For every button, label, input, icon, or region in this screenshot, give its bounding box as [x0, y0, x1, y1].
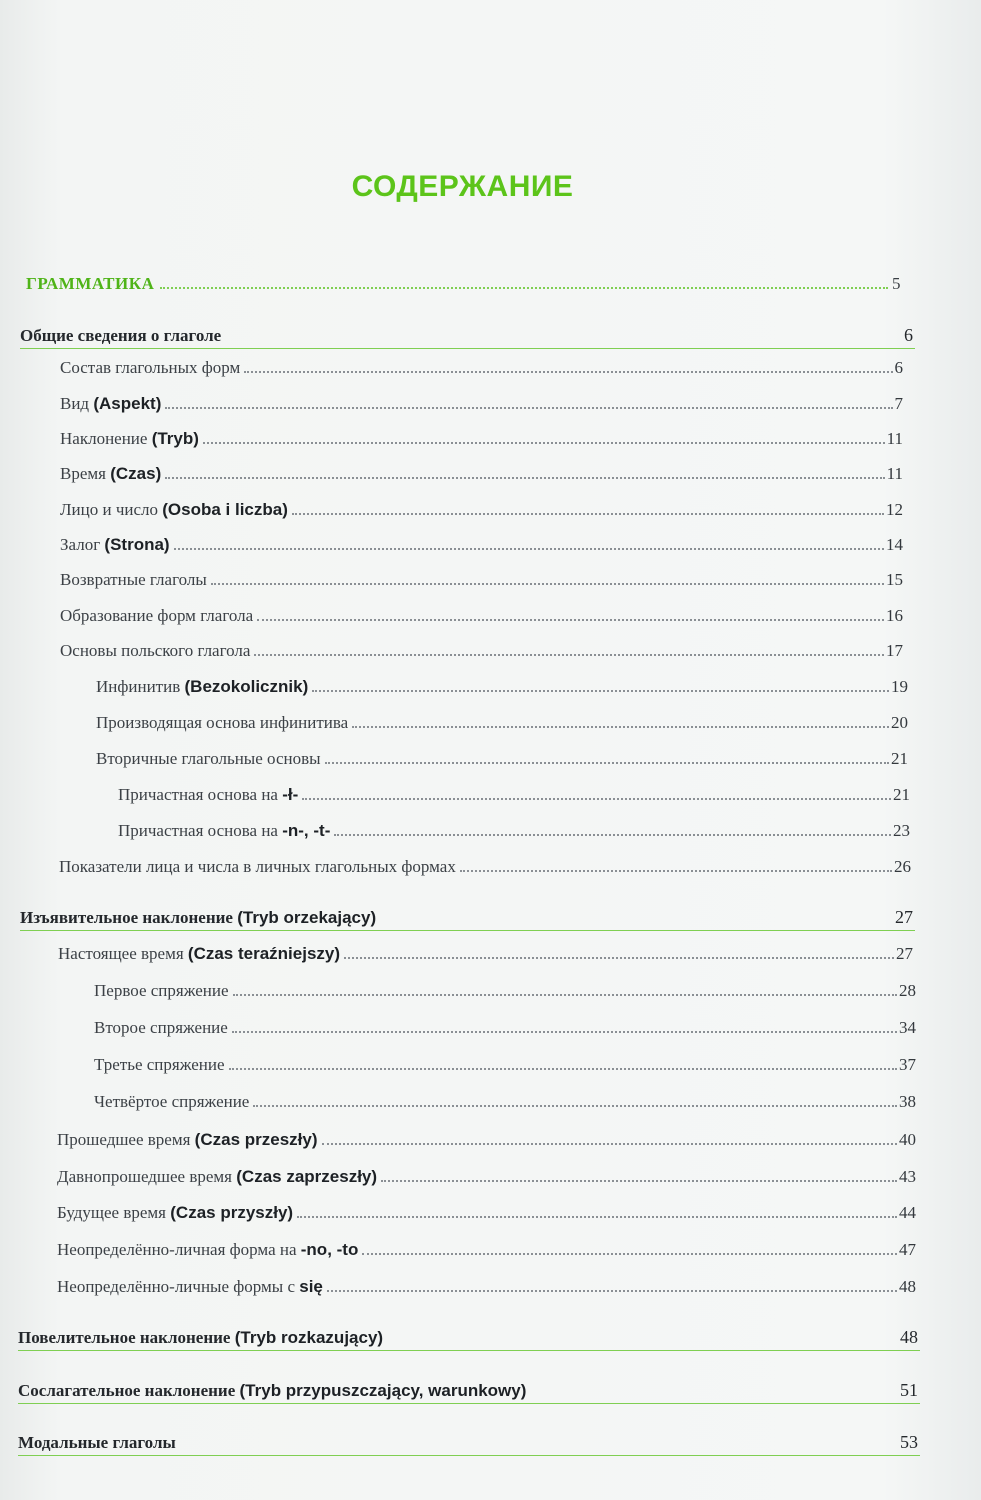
- toc-entry[interactable]: [94, 1012, 916, 1038]
- entry-label: Неопределённо-личная форма на: [57, 1240, 297, 1259]
- dot-leader: [203, 442, 885, 444]
- entry-label: Образование форм глагола: [60, 606, 254, 625]
- page-number: 40: [899, 1130, 916, 1149]
- page-number: 16: [886, 606, 903, 625]
- toc-entry[interactable]: [60, 529, 903, 555]
- entry-label: Основы польского глагола: [60, 641, 251, 660]
- page-number: 21: [891, 749, 908, 768]
- toc-section[interactable]: [18, 1322, 920, 1351]
- entry-latin: (Bezokolicznik): [184, 677, 309, 696]
- toc-entry[interactable]: [57, 1234, 916, 1260]
- entry-label: Наклонение: [60, 429, 148, 448]
- dot-leader: [232, 1031, 897, 1033]
- page-number: 43: [899, 1167, 916, 1186]
- toc-entry[interactable]: [57, 1271, 916, 1297]
- entry-latin: się: [299, 1277, 323, 1296]
- toc-section[interactable]: [20, 902, 915, 931]
- toc-entry[interactable]: [60, 388, 903, 414]
- page-number: 37: [899, 1055, 916, 1074]
- toc-entry[interactable]: [60, 600, 903, 626]
- toc-entry[interactable]: [57, 1197, 916, 1223]
- dot-leader: [325, 762, 889, 764]
- page-number: 53: [900, 1432, 918, 1452]
- toc-entry[interactable]: [118, 779, 910, 805]
- toc-section[interactable]: [18, 1375, 920, 1404]
- dot-leader: [165, 477, 884, 479]
- page-number: 27: [895, 907, 913, 927]
- toc-entry[interactable]: [94, 975, 916, 1001]
- dot-leader: [211, 583, 884, 585]
- page-number: 48: [899, 1277, 916, 1296]
- page-number: 51: [900, 1380, 918, 1400]
- page-number: 38: [899, 1092, 916, 1111]
- entry-label: Прошедшее время: [57, 1130, 191, 1149]
- page-number: 12: [886, 500, 903, 519]
- entry-label: Состав глагольных форм: [60, 358, 241, 377]
- entry-latin: (Tryb): [151, 429, 199, 448]
- entry-label: Причастная основа на: [118, 821, 278, 840]
- dot-leader: [229, 1068, 897, 1070]
- entry-latin: (Czas zaprzeszły): [236, 1167, 378, 1186]
- toc-entry[interactable]: [94, 1049, 916, 1075]
- toc-entry[interactable]: [60, 635, 903, 661]
- dot-leader: [254, 654, 884, 656]
- entry-label: Производящая основа инфинитива: [96, 713, 349, 732]
- dot-leader: [244, 371, 892, 373]
- page-number: 27: [896, 944, 913, 963]
- dot-leader: [362, 1253, 897, 1255]
- page-number: 20: [891, 713, 908, 732]
- entry-label: Первое спряжение: [94, 981, 229, 1000]
- toc-entry[interactable]: [60, 423, 903, 449]
- entry-label: Вторичные глагольные основы: [96, 749, 321, 768]
- dot-leader: [334, 834, 891, 836]
- section-label: Модальные глаголы: [18, 1433, 176, 1452]
- entry-latin: (Czas): [110, 464, 162, 483]
- toc-entry[interactable]: [58, 938, 913, 964]
- entry-label: Второе спряжение: [94, 1018, 228, 1037]
- entry-label: Настоящее время: [58, 944, 184, 963]
- toc-entry[interactable]: [96, 707, 908, 733]
- page-number: 34: [899, 1018, 916, 1037]
- dot-leader: [257, 619, 884, 621]
- page-number: 44: [899, 1203, 916, 1222]
- page-number: 11: [886, 464, 903, 483]
- dot-leader: [322, 1143, 898, 1145]
- toc-entry[interactable]: [94, 1086, 916, 1112]
- dot-leader: [233, 994, 897, 996]
- dot-leader: [352, 726, 889, 728]
- page-number: 23: [893, 821, 910, 840]
- entry-label: Третье спряжение: [94, 1055, 225, 1074]
- entry-latin: (Osoba i liczba): [162, 500, 288, 519]
- dot-leader: [302, 798, 891, 800]
- dot-leader: [165, 407, 892, 409]
- entry-latin: (Czas przyszły): [170, 1203, 294, 1222]
- page-number: 28: [899, 981, 916, 1000]
- page-number: 47: [899, 1240, 916, 1259]
- entry-label: Неопределённо-личные формы с: [57, 1277, 295, 1296]
- page-number: 48: [900, 1327, 918, 1347]
- toc-entry[interactable]: [118, 815, 910, 841]
- dot-leader: [460, 870, 892, 872]
- page-number: 6: [904, 325, 913, 345]
- page-number: 26: [894, 857, 911, 876]
- dot-leader: [312, 690, 889, 692]
- section-latin: (Tryb przypuszczający, warunkowy): [239, 1381, 527, 1400]
- page-number: 5: [892, 274, 901, 293]
- dot-leader: [253, 1105, 897, 1107]
- toc-entry[interactable]: [60, 458, 903, 484]
- toc-section[interactable]: [20, 320, 915, 349]
- section-label: Сослагательное наклонение: [18, 1381, 236, 1400]
- dot-leader: [297, 1216, 897, 1218]
- toc-section[interactable]: [18, 1427, 920, 1456]
- toc-entry[interactable]: [60, 352, 903, 378]
- page-number: 7: [894, 394, 903, 413]
- dot-leader: [160, 287, 888, 289]
- toc-entry[interactable]: [57, 1124, 916, 1150]
- page-number: 6: [894, 358, 903, 377]
- page-number: 14: [886, 535, 903, 554]
- toc-entry[interactable]: [60, 494, 903, 520]
- entry-label: Лицо и число: [60, 500, 158, 519]
- dot-leader: [381, 1180, 897, 1182]
- entry-latin: (Aspekt): [93, 394, 162, 413]
- page-number: 11: [886, 429, 903, 448]
- toc-entry[interactable]: [96, 743, 908, 769]
- entry-latin: (Strona): [104, 535, 170, 554]
- entry-label: Будущее время: [57, 1203, 166, 1222]
- page-title: СОДЕРЖАНИЕ: [351, 170, 574, 203]
- dot-leader: [174, 548, 884, 550]
- entry-latin: (Czas przeszły): [194, 1130, 318, 1149]
- section-latin: (Tryb orzekający): [237, 908, 377, 927]
- dot-leader: [344, 957, 894, 959]
- section-label: Повелительное наклонение: [18, 1328, 231, 1347]
- dot-leader: [327, 1290, 897, 1292]
- entry-latin: -ł-: [282, 785, 299, 804]
- entry-latin: (Czas teraźniejszy): [187, 944, 341, 963]
- entry-latin: -no, -to: [300, 1240, 359, 1259]
- dot-leader: [292, 513, 884, 515]
- entry-label: Залог: [60, 535, 101, 554]
- section-latin: (Tryb rozkazujący): [234, 1328, 384, 1347]
- entry-label: Причастная основа на: [118, 785, 278, 804]
- toc-entry[interactable]: [57, 1161, 916, 1187]
- toc-entry[interactable]: [60, 564, 903, 590]
- page-number: 21: [893, 785, 910, 804]
- entry-latin: -n-, -t-: [282, 821, 331, 840]
- page-number: 15: [886, 570, 903, 589]
- entry-label: Показатели лица и числа в личных глагольных формах: [59, 857, 456, 876]
- toc-entry[interactable]: [96, 671, 908, 697]
- toc-part-grammar[interactable]: [26, 268, 901, 294]
- entry-label: Давнопрошедшее время: [57, 1167, 233, 1186]
- section-label: Общие сведения о глаголе: [20, 326, 222, 345]
- entry-label: Время: [60, 464, 106, 483]
- part-label: ГРАММАТИКА: [26, 274, 155, 293]
- page-number: 17: [886, 641, 903, 660]
- page-number: 19: [891, 677, 908, 696]
- toc-entry[interactable]: [59, 851, 911, 877]
- section-label: Изъявительное наклонение: [20, 908, 233, 927]
- entry-label: Возвратные глаголы: [60, 570, 207, 589]
- entry-label: Вид: [60, 394, 90, 413]
- entry-label: Четвёртое спряжение: [94, 1092, 250, 1111]
- entry-label: Инфинитив: [96, 677, 181, 696]
